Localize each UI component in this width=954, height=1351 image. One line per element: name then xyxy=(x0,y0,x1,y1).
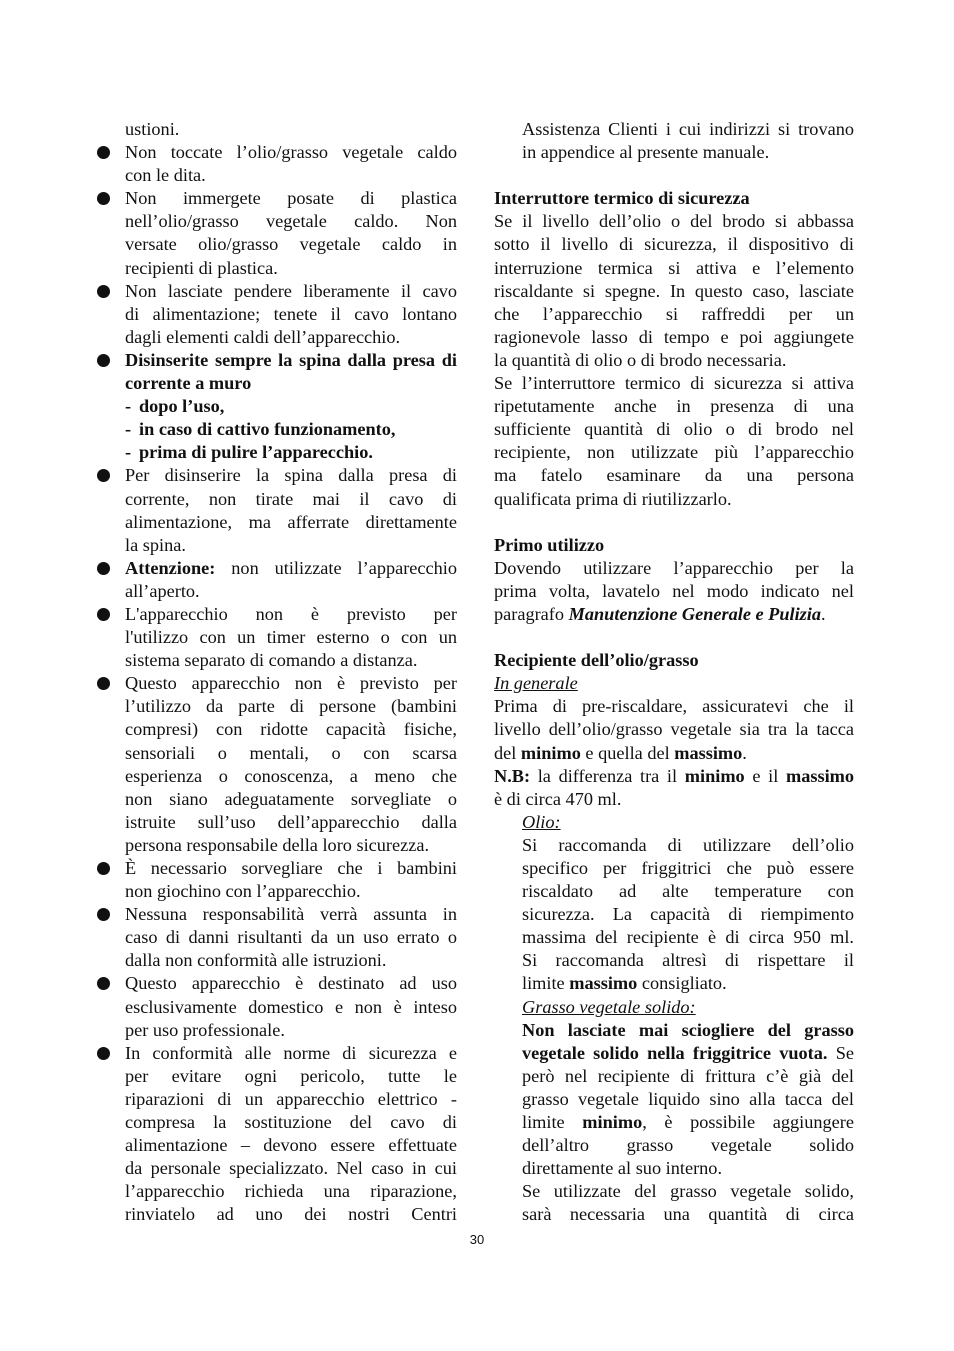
note: N.B: la differenza tra il minimo e il massimo xyxy=(494,765,855,786)
list-item: In conformità alle norme di sicurezza e per evitare ogni pericolo, tutte le riparazioni di un apparecchio elettrico - compresa la sostituzione del cavo di alimentazione – devono essere effettuate da personale specializzato. Nel caso in cui l’apparecchio richieda una riparazione, rinviatelo ad uno dei nostri Centri xyxy=(97,1042,457,1227)
bullet-icon xyxy=(97,562,110,575)
bullet-icon xyxy=(97,146,110,159)
left-column xyxy=(97,118,457,1227)
list-item: Questo apparecchio è destinato ad uso esclusivamente domestico e non è inteso per uso professionale. xyxy=(97,972,457,1041)
subheading: Grasso vegetale solido: xyxy=(522,996,696,1017)
list-item: Disinserite sempre la spina dalla presa di corrente a muro - dopo l’uso, - in caso di cattivo funzionamento, - prima di pulire l’apparecchio. xyxy=(97,349,457,464)
section-heading: Recipiente dell’olio/grasso xyxy=(494,650,699,671)
bullet-icon xyxy=(97,285,110,298)
section-heading: Interruttore termico di sicurezza xyxy=(494,188,750,209)
section-heading: Primo utilizzo xyxy=(494,534,605,555)
bullet-icon xyxy=(97,354,110,367)
list-item: Questo apparecchio non è previsto per l’utilizzo da parte di persone (bambini compresi) con ridotte capacità fisiche, sensoriali o mentali, o con scarsa esperienza o conoscenza, a meno che non siano adeguatamente sorvegliate o istruite sull’uso dell’apparecchio dalla persona responsabile della loro sicurezza. xyxy=(97,672,457,857)
list-item: L'apparecchio non è previsto per l'utilizzo con un timer esterno o con un sistema separato di comando a distanza. xyxy=(97,603,457,672)
continued-text: ustioni. xyxy=(125,119,180,139)
list-item: Non toccate l’olio/grasso vegetale caldo con le dita. xyxy=(97,141,457,187)
bullet-icon xyxy=(97,862,110,875)
continued-text: Assistenza Clienti i cui indirizzi si trovano xyxy=(522,119,854,139)
sub-item: - dopo l’uso, xyxy=(125,396,225,417)
list-item: Nessuna responsabilità verrà assunta in caso di danni risultanti da un uso errato o dalla non conformità alle istruzioni. xyxy=(97,903,457,972)
subheading: In generale xyxy=(494,673,578,694)
right-column: Assistenza Clienti i cui indirizzi si trovano in appendice al presente manuale. Interruttore termico di sicurezza Se il livello dell’olio o del brodo si abbassa sotto il livello di sicurezza, il dispositivo di interruzione termica si attiva e l’elemento riscaldante si spegne. In questo caso, lasciate che l’apparecchio si raffreddi per un ragionevole lasso di tempo e poi aggiungete la quantità di olio o di brodo necessaria. Se l’interruttore termico di sicurezza si attiva ripetutamente anche in presenza di una sufficiente quantità di olio o di brodo nel recipiente, non utilizzate più l’apparecchio ma fatelo esaminare da una persona qualificata prima di riutilizzarlo. Primo utilizzo Dovendo utilizzare l’apparecchio per la prima volta, lavatelo nel modo indicato nel paragrafo Manutenzione Generale e Pulizia. Recipiente dell’olio/grasso In generale Prima di pre-riscaldare, assicuratevi che il livello dell’olio/grasso vegetale sia tra la tacca del minimo e quella del massimo. N.B: la differenza tra il minimo e il massimo è di circa 470 ml. Olio: Si raccomanda di utilizzare dell’olio specifico per friggitrici che può essere riscaldato ad alte temperature con sicurezza. La capacità di riempimento massima del recipiente è di circa 950 ml. Si raccomanda altresì di rispettare il limite massimo consigliato. Grasso vegetale solido: Non lasciate mai sciogliere del grasso vegetale solido nella friggitrice vuota. Se però nel recipiente di frittura c’è già del grasso vegetale liquido sino alla tacca del limite minimo, è possibile aggiungere dell’altro grasso vegetale solido direttamente al suo interno. Se utilizzate del grasso vegetale solido, sarà necessaria una quantità di circa xyxy=(494,119,855,1225)
list-item: Per disinserire la spina dalla presa di corrente, non tirate mai il cavo di alimentazione, ma afferrate direttamente la spina. xyxy=(97,464,457,556)
list-item: Non immergete posate di plastica nell’olio/grasso vegetale caldo. Non versate olio/grasso vegetale caldo in recipienti di plastica. xyxy=(97,187,457,279)
bullet-icon xyxy=(97,1047,110,1060)
section-reference: Manutenzione Generale e Pulizia xyxy=(568,603,822,624)
list-item: È necessario sorvegliare che i bambini non giochino con l’apparecchio. xyxy=(97,857,457,903)
page-number: 30 xyxy=(469,1232,485,1247)
list-item: Attenzione: non utilizzate l’apparecchio all’aperto. xyxy=(97,557,457,603)
continued-text: in appendice al presente manuale. xyxy=(522,142,770,163)
subheading: Olio: xyxy=(522,811,561,832)
sub-item: - in caso di cattivo funzionamento, xyxy=(125,419,396,440)
sub-item: - prima di pulire l’apparecchio. xyxy=(125,442,373,463)
bullet-icon xyxy=(97,608,110,621)
list-item: Non lasciate pendere liberamente il cavo di alimentazione; tenete il cavo lontano dagli elementi caldi dell’apparecchio. xyxy=(97,280,457,349)
